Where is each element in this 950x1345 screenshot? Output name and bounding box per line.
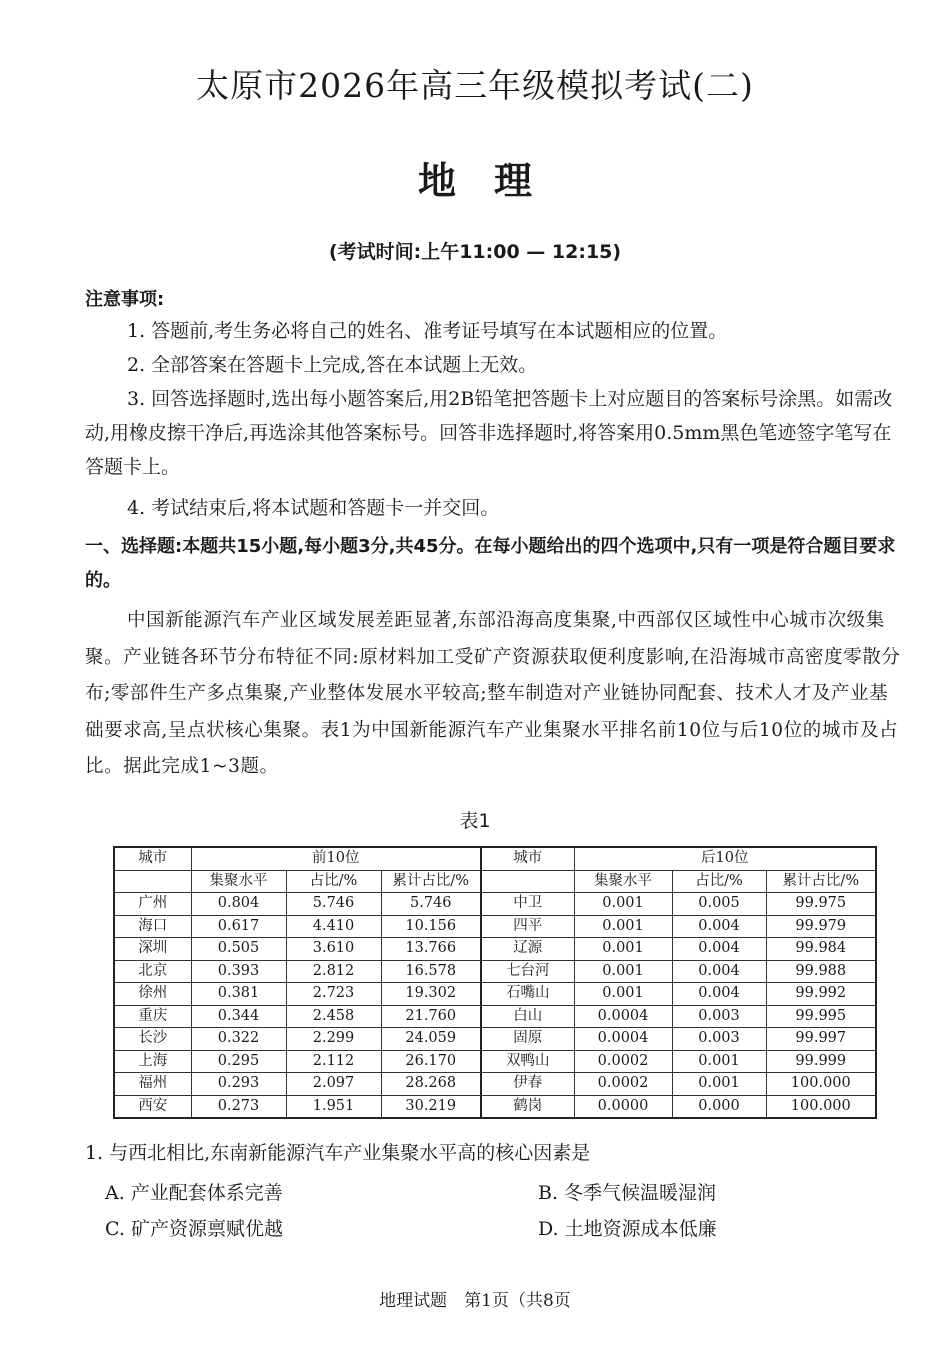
cell-cumulative-bottom: 99.997 — [766, 1028, 876, 1051]
cell-share-top: 2.112 — [286, 1050, 381, 1073]
empty-cell — [114, 870, 191, 893]
cell-level-bottom: 0.0004 — [574, 1005, 672, 1028]
cell-city-right: 辽源 — [481, 938, 574, 961]
cell-city-left: 西安 — [114, 1095, 191, 1118]
note-item-2: 2. 全部答案在答题卡上完成,答在本试题上无效。 — [127, 354, 538, 376]
cell-city-right: 七台河 — [481, 960, 574, 983]
cell-share-bottom: 0.004 — [672, 960, 766, 983]
cell-cumulative-bottom: 99.979 — [766, 915, 876, 938]
cell-cumulative-bottom: 100.000 — [766, 1073, 876, 1096]
col-header-cumulative: 累计占比/% — [766, 870, 876, 893]
cell-city-left: 北京 — [114, 960, 191, 983]
cell-share-top: 1.951 — [286, 1095, 381, 1118]
cell-share-top: 2.458 — [286, 1005, 381, 1028]
table-row — [114, 938, 876, 961]
table-caption: 表1 — [459, 810, 491, 832]
table-row — [114, 1050, 876, 1073]
cell-city-right: 石嘴山 — [481, 983, 574, 1006]
cell-share-bottom: 0.004 — [672, 915, 766, 938]
cell-share-top: 2.723 — [286, 983, 381, 1006]
subject-title: 地理 — [417, 159, 570, 203]
cell-cumulative-bottom: 99.984 — [766, 938, 876, 961]
col-group-bottom10: 后10位 — [574, 847, 876, 870]
cell-share-bottom: 0.003 — [672, 1028, 766, 1051]
page-footer: 地理试题 第1页（共8页 — [379, 1291, 571, 1311]
cell-level-bottom: 0.001 — [574, 960, 672, 983]
cell-city-right: 双鸭山 — [481, 1050, 574, 1073]
cell-level-top: 0.295 — [191, 1050, 286, 1073]
cell-cumulative-top: 16.578 — [381, 960, 481, 983]
cell-level-top: 0.293 — [191, 1073, 286, 1096]
cell-cumulative-top: 26.170 — [381, 1050, 481, 1073]
cell-share-bottom: 0.001 — [672, 1050, 766, 1073]
cell-city-right: 伊春 — [481, 1073, 574, 1096]
col-group-top10: 前10位 — [191, 847, 481, 870]
cell-level-top: 0.505 — [191, 938, 286, 961]
cell-cumulative-top: 24.059 — [381, 1028, 481, 1051]
cell-share-bottom: 0.004 — [672, 938, 766, 961]
cell-share-top: 5.746 — [286, 893, 381, 916]
cell-cumulative-top: 19.302 — [381, 983, 481, 1006]
cell-cumulative-top: 21.760 — [381, 1005, 481, 1028]
cell-level-top: 0.322 — [191, 1028, 286, 1051]
cell-share-bottom: 0.004 — [672, 983, 766, 1006]
cell-cumulative-bottom: 100.000 — [766, 1095, 876, 1118]
cell-city-right: 中卫 — [481, 893, 574, 916]
table-row — [114, 1028, 876, 1051]
col-header-cumulative: 累计占比/% — [381, 870, 481, 893]
cell-cumulative-top: 5.746 — [381, 893, 481, 916]
col-header-city-right: 城市 — [481, 847, 574, 870]
col-header-level: 集聚水平 — [191, 870, 286, 893]
cell-cumulative-bottom: 99.999 — [766, 1050, 876, 1073]
notes-heading: 注意事项: — [85, 289, 165, 310]
cell-city-left: 深圳 — [114, 938, 191, 961]
option-d: D. 土地资源成本低廉 — [538, 1218, 717, 1240]
reading-passage: 中国新能源汽车产业区域发展差距显著,东部沿海高度集聚,中西部仅区域性中心城市次级集聚。产业链各环节分布特征不同:原材料加工受矿产资源获取便利度影响,在沿海城市高密度零散分布;零部件生产多点集聚,产业整体发展水平较高;整车制造对产业链协同配套、技术人才及产业基础要求高,呈点状核心集聚。表1为中国新能源汽车产业集聚水平排名前10位与后10位的城市及占比。据此完成1~3题。 — [85, 610, 901, 777]
cell-level-bottom: 0.0002 — [574, 1050, 672, 1073]
col-header-city-left: 城市 — [114, 847, 191, 870]
cell-level-top: 0.344 — [191, 1005, 286, 1028]
cell-share-bottom: 0.000 — [672, 1095, 766, 1118]
cell-city-left: 徐州 — [114, 983, 191, 1006]
cell-level-top: 0.273 — [191, 1095, 286, 1118]
option-b: B. 冬季气候温暖湿润 — [538, 1182, 717, 1204]
cell-city-right: 四平 — [481, 915, 574, 938]
exam-title: 太原市2026年高三年级模拟考试(二) — [196, 66, 754, 105]
cell-cumulative-bottom: 99.992 — [766, 983, 876, 1006]
cell-level-bottom: 0.001 — [574, 893, 672, 916]
cell-city-left: 海口 — [114, 915, 191, 938]
cell-city-right: 鹤岗 — [481, 1095, 574, 1118]
cell-level-bottom: 0.0002 — [574, 1073, 672, 1096]
table-subheader-row — [114, 870, 876, 893]
note-item-4: 4. 考试结束后,将本试题和答题卡一并交回。 — [127, 497, 500, 519]
section-one-heading: 一、选择题:本题共15小题,每小题3分,共45分。在每小题给出的四个选项中,只有一项是符合题目要求的。 — [85, 536, 896, 591]
cell-cumulative-bottom: 99.995 — [766, 1005, 876, 1028]
cell-cumulative-top: 30.219 — [381, 1095, 481, 1118]
empty-cell — [481, 870, 574, 893]
table-row — [114, 983, 876, 1006]
col-header-share: 占比/% — [672, 870, 766, 893]
cell-share-bottom: 0.005 — [672, 893, 766, 916]
cell-city-left: 长沙 — [114, 1028, 191, 1051]
exam-time: (考试时间:上午11:00 — 12:15) — [328, 241, 622, 263]
cell-city-left: 上海 — [114, 1050, 191, 1073]
table-row — [114, 1073, 876, 1096]
table-body — [114, 893, 876, 1119]
cell-share-bottom: 0.003 — [672, 1005, 766, 1028]
table-row — [114, 893, 876, 916]
cell-cumulative-bottom: 99.988 — [766, 960, 876, 983]
cell-share-top: 2.097 — [286, 1073, 381, 1096]
cell-share-bottom: 0.001 — [672, 1073, 766, 1096]
cell-cumulative-top: 10.156 — [381, 915, 481, 938]
note-item-1: 1. 答题前,考生务必将自己的姓名、准考证号填写在本试题相应的位置。 — [127, 320, 728, 342]
cell-city-right: 白山 — [481, 1005, 574, 1028]
cell-level-top: 0.381 — [191, 983, 286, 1006]
cell-city-left: 福州 — [114, 1073, 191, 1096]
cell-share-top: 4.410 — [286, 915, 381, 938]
cell-level-top: 0.617 — [191, 915, 286, 938]
table-row — [114, 915, 876, 938]
table-row — [114, 960, 876, 983]
col-header-level: 集聚水平 — [574, 870, 672, 893]
cell-city-left: 重庆 — [114, 1005, 191, 1028]
col-header-share: 占比/% — [286, 870, 381, 893]
table-row — [114, 1005, 876, 1028]
data-table — [113, 846, 877, 1119]
cell-cumulative-bottom: 99.975 — [766, 893, 876, 916]
note-item-3: 3. 回答选择题时,选出每小题答案后,用2B铅笔把答题卡上对应题目的答案标号涂黑。如需改动,用橡皮擦干净后,再选涂其他答案标号。回答非选择题时,将答案用0.5mm黑色笔迹签字笔写在答题卡上。 — [85, 388, 893, 478]
option-a: A. 产业配套体系完善 — [105, 1182, 283, 1204]
cell-city-left: 广州 — [114, 893, 191, 916]
cell-cumulative-top: 28.268 — [381, 1073, 481, 1096]
cell-city-right: 固原 — [481, 1028, 574, 1051]
cell-level-top: 0.393 — [191, 960, 286, 983]
cell-level-bottom: 0.001 — [574, 983, 672, 1006]
cell-share-top: 2.812 — [286, 960, 381, 983]
cell-level-bottom: 0.0004 — [574, 1028, 672, 1051]
table-header-row — [114, 847, 876, 870]
cell-level-bottom: 0.0000 — [574, 1095, 672, 1118]
cell-share-top: 3.610 — [286, 938, 381, 961]
cell-level-top: 0.804 — [191, 893, 286, 916]
table-row — [114, 1095, 876, 1118]
cell-level-bottom: 0.001 — [574, 915, 672, 938]
cell-cumulative-top: 13.766 — [381, 938, 481, 961]
cell-share-top: 2.299 — [286, 1028, 381, 1051]
option-c: C. 矿产资源禀赋优越 — [105, 1218, 283, 1240]
cell-level-bottom: 0.001 — [574, 938, 672, 961]
question-1-stem: 1. 与西北相比,东南新能源汽车产业集聚水平高的核心因素是 — [85, 1142, 591, 1164]
